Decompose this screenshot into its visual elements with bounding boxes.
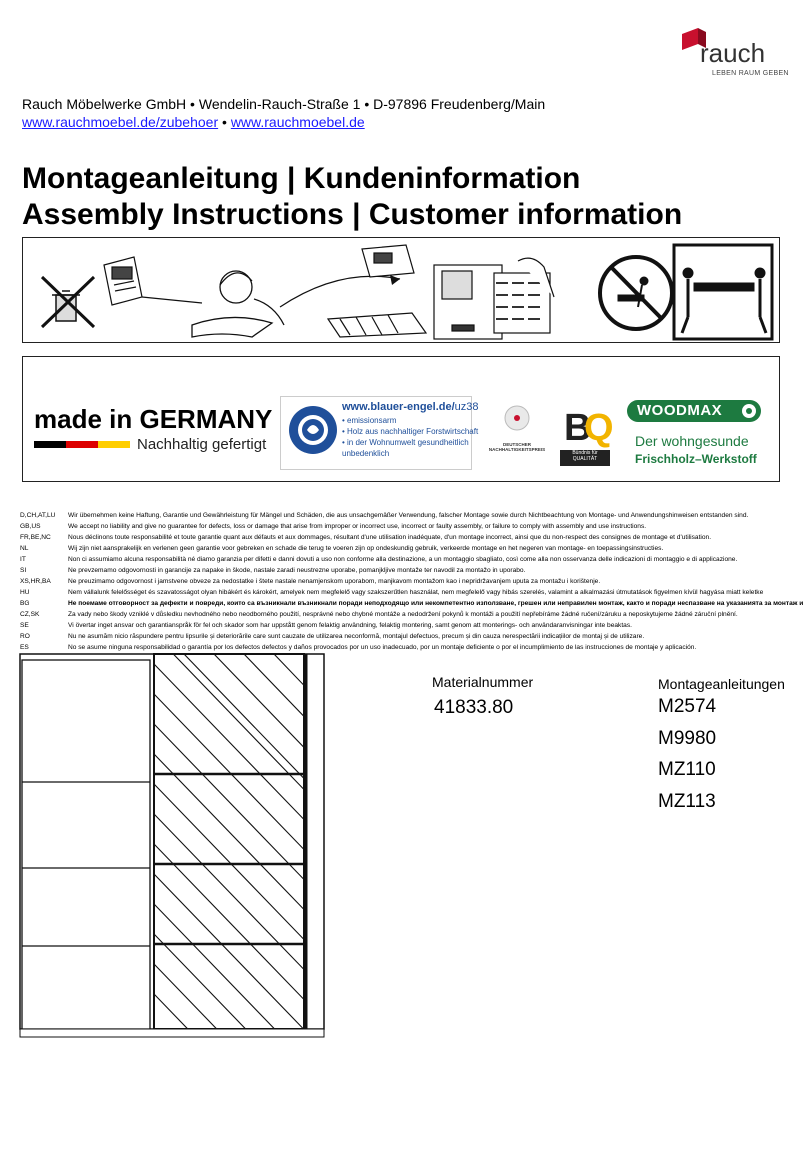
trash-bin-icon — [42, 277, 94, 327]
disclaimer-row — [20, 631, 790, 642]
person-reading-icon — [192, 271, 284, 337]
label-sheet-icon — [434, 258, 554, 339]
liability-disclaimers — [20, 510, 804, 653]
disclaimer-row — [20, 609, 790, 620]
disclaimer-row — [20, 521, 790, 532]
svg-text:Q: Q — [584, 407, 614, 449]
disclaimer-text: Za vady nebo škody vzniklé v důsledku nevhodného nebo neodborného použití, nesprávné nebo chybné montáže a nedodržení pokynů k montáži a použití nepřebíráme žádné ručení/záruku a neposkytujeme žádné záruční plnění. — [68, 611, 738, 618]
disclaimer-text: No se asume ninguna responsabilidad o garantía por los defectos defectos y daños provocados por un uso inadecuado, por un montaje deficiente o por el incumplimiento de las instrucciones de montaje y aplicación. — [68, 644, 697, 651]
blauer-engel-seal-icon — [287, 400, 339, 464]
woodmax-line1: Der wohngesunde — [635, 433, 749, 449]
instruction-item: M9980 — [658, 728, 717, 749]
sustainably-made: Nachhaltig gefertigt — [137, 436, 267, 453]
disclaimer-text: Ne prevzemamo odgovornosti in garancije za napake in škode, nastale zaradi neustrezne uporabe, pomanjkljive montaže ter navodil za montažo in uporabo. — [68, 567, 526, 574]
made-in-germany: made in GERMANY — [34, 404, 273, 434]
arrow-line — [142, 297, 202, 303]
disclaimer-row — [20, 620, 790, 631]
disclaimer-text: Nu ne asumăm nicio răspundere pentru lipsurile și deteriorările care sunt cauzate de utilizarea neconformă, montajul defectuos, precum și din cauza nerespectării indicațiilor de montaj și de utilizare. — [68, 633, 645, 640]
page-title-de: Montageanleitung | Kundeninformation — [22, 162, 581, 195]
website-link[interactable]: www.rauchmoebel.de — [230, 114, 365, 130]
disclaimer-text: Wir übernehmen keine Haftung, Garantie und Gewährleistung für Mängel und Schäden, die aus unsachgemäßer Verwendung, falscher Montage sowie durch Nichtbeachtung von Montage- und Anwendungshinweisen entstanden sind. — [68, 512, 749, 519]
brand-name: rauch — [700, 38, 766, 68]
language-code: SI — [20, 567, 27, 574]
instruction-item: M2574 — [658, 696, 717, 717]
disclaimer-text: Non ci assumiamo alcuna responsabilità né diamo garanzia per difetti e danni dovuti a uso non conforme alla destinazione, a un montaggio sbagliato, così come alla non osservanza delle indicazioni di montaggio e di applicazione. — [68, 556, 738, 563]
woodmax-badge — [627, 400, 761, 422]
blauer-engel-url-main: www.blauer-engel.de/ — [342, 401, 455, 413]
accessories-link[interactable]: www.rauchmoebel.de/zubehoer — [22, 114, 219, 130]
assembly-instructions-label: Montageanleitungen — [658, 676, 785, 692]
two-person-carry-icon — [674, 245, 772, 339]
disclaimer-text: Ne preuzimamo odgovornost i jamstvene obveze za nedostatke i štete nastale nenamjenskom uporabom, manjkavom montažom kao i nepridržavanjem uputa za montažu i korištenje. — [68, 578, 601, 585]
disclaimer-row — [20, 532, 790, 543]
rauch-logo — [678, 28, 788, 80]
language-code: SE — [20, 622, 29, 629]
be-point: unbedenklich — [342, 449, 390, 458]
link-separator: • — [218, 114, 231, 130]
company-address: Rauch Möbelwerke GmbH • Wendelin-Rauch-Straße 1 • D-97896 Freudenberg/Main — [22, 96, 546, 112]
page-title-en: Assembly Instructions | Customer information — [22, 198, 683, 231]
bq-text: Bündnis für QUALITÄT — [560, 450, 610, 466]
disclaimer-row — [20, 598, 804, 609]
curved-arrow — [280, 276, 400, 307]
prize-text: DEUTSCHER NACHHALTIGKEITSPREIS — [488, 442, 546, 452]
disclaimer-text: Nem vállalunk felelősséget és szavatosságot olyan hibákért és károkért, amelyek nem megfelelő vagy szakszerűtlen használat, nem megfelelő vagy hibás szerelés, valamint a alkalmazási útmutatások figyelmen kívül hagyása miatt keletke — [68, 589, 764, 596]
be-point: • emissionsarm — [342, 416, 397, 425]
manual-booklet-icon — [104, 257, 142, 305]
disclaimer-row — [20, 576, 790, 587]
right-door — [154, 654, 304, 1029]
disclaimer-text: Не поемаме отговорност за дефекти и повреди, които са възникнали възникнали поради неподходящо или некомпетентно използване, грешен или неправилен монтаж, както и поради неспазване на указанията за монтаж и — [68, 600, 804, 607]
disclaimer-row — [20, 642, 790, 653]
no-single-carry-icon — [600, 257, 672, 329]
language-code: D,CH,AT,LU — [20, 512, 56, 519]
instruction-item: MZ113 — [658, 791, 716, 812]
blauer-engel-url-code: uz38 — [454, 401, 479, 413]
blauer-engel-points — [342, 416, 479, 466]
language-code: IT — [20, 556, 26, 563]
disclaimer-row — [20, 543, 790, 554]
disclaimer-row — [20, 565, 790, 576]
blauer-engel-url — [342, 401, 479, 413]
disclaimer-row — [20, 554, 790, 565]
language-code: CZ,SK — [20, 611, 40, 618]
language-code: RO — [20, 633, 30, 640]
disclaimer-text: We accept no liability and give no guarantee for defects, loss or damage that arise from improper or incorrect use, incorrect or faulty assembly, or failure to comply with assembly and use instructions. — [68, 523, 647, 530]
sustainability-prize-badge — [487, 400, 547, 468]
svg-text:B: B — [564, 407, 592, 449]
saw-blade-icon — [741, 403, 757, 419]
german-flag-icon — [34, 441, 130, 448]
pictogram-illustrations — [22, 237, 780, 343]
bq-logo-icon — [560, 400, 614, 450]
material-number-label: Materialnummer — [432, 674, 534, 690]
instruction-item: MZ110 — [658, 759, 716, 780]
disclaimer-row — [20, 587, 790, 598]
woodmax-line2: Frischholz–Werkstoff — [635, 452, 757, 466]
disclaimer-text: Nous déclinons toute responsabilité et toute garantie quant aux défauts et aux dommages, résultant d'une utilisation inadéquate, d'un montage incorrect, ainsi que du non-respect des consignes de montage et d'utilisation. — [68, 534, 712, 541]
language-code: GB,US — [20, 523, 41, 530]
language-code: FR,BE,NC — [20, 534, 51, 541]
woodmax-name: WOODMAX — [637, 402, 723, 419]
document-folder-icon — [328, 245, 426, 337]
language-code: ES — [20, 644, 29, 651]
disclaimer-row — [20, 510, 790, 521]
left-door — [22, 660, 150, 1029]
material-number: 41833.80 — [434, 697, 514, 718]
disclaimer-text: Vi övertar inget ansvar och garantianspråk för fel och skador som har uppstått genom felaktig användning, felaktig montering, samt genom att monterings- och användaranvisningar inte beaktas. — [68, 622, 632, 629]
language-code: HU — [20, 589, 30, 596]
prize-ball-icon — [487, 400, 547, 440]
wardrobe-base — [20, 1029, 324, 1037]
language-code: BG — [20, 600, 30, 607]
language-code: XS,HR,BA — [20, 578, 51, 585]
wardrobe-illustration — [18, 654, 330, 1046]
language-code: NL — [20, 545, 29, 552]
be-point: • in der Wohnumwelt gesundheitlich — [342, 438, 469, 447]
be-point: • Holz aus nachhaltiger Forstwirtschaft — [342, 427, 479, 436]
company-links — [22, 114, 365, 130]
disclaimer-text: Wij zijn niet aansprakelijk en verlenen geen garantie voor gebreken en schade die terug te voeren zijn op ondeskundig gebruik, verkeerde montage en het negeren van montage- en toepassingsinstructies. — [68, 545, 664, 552]
brand-tagline: LEBEN RAUM GEBEN — [712, 70, 789, 77]
bq-quality-badge — [560, 400, 614, 466]
